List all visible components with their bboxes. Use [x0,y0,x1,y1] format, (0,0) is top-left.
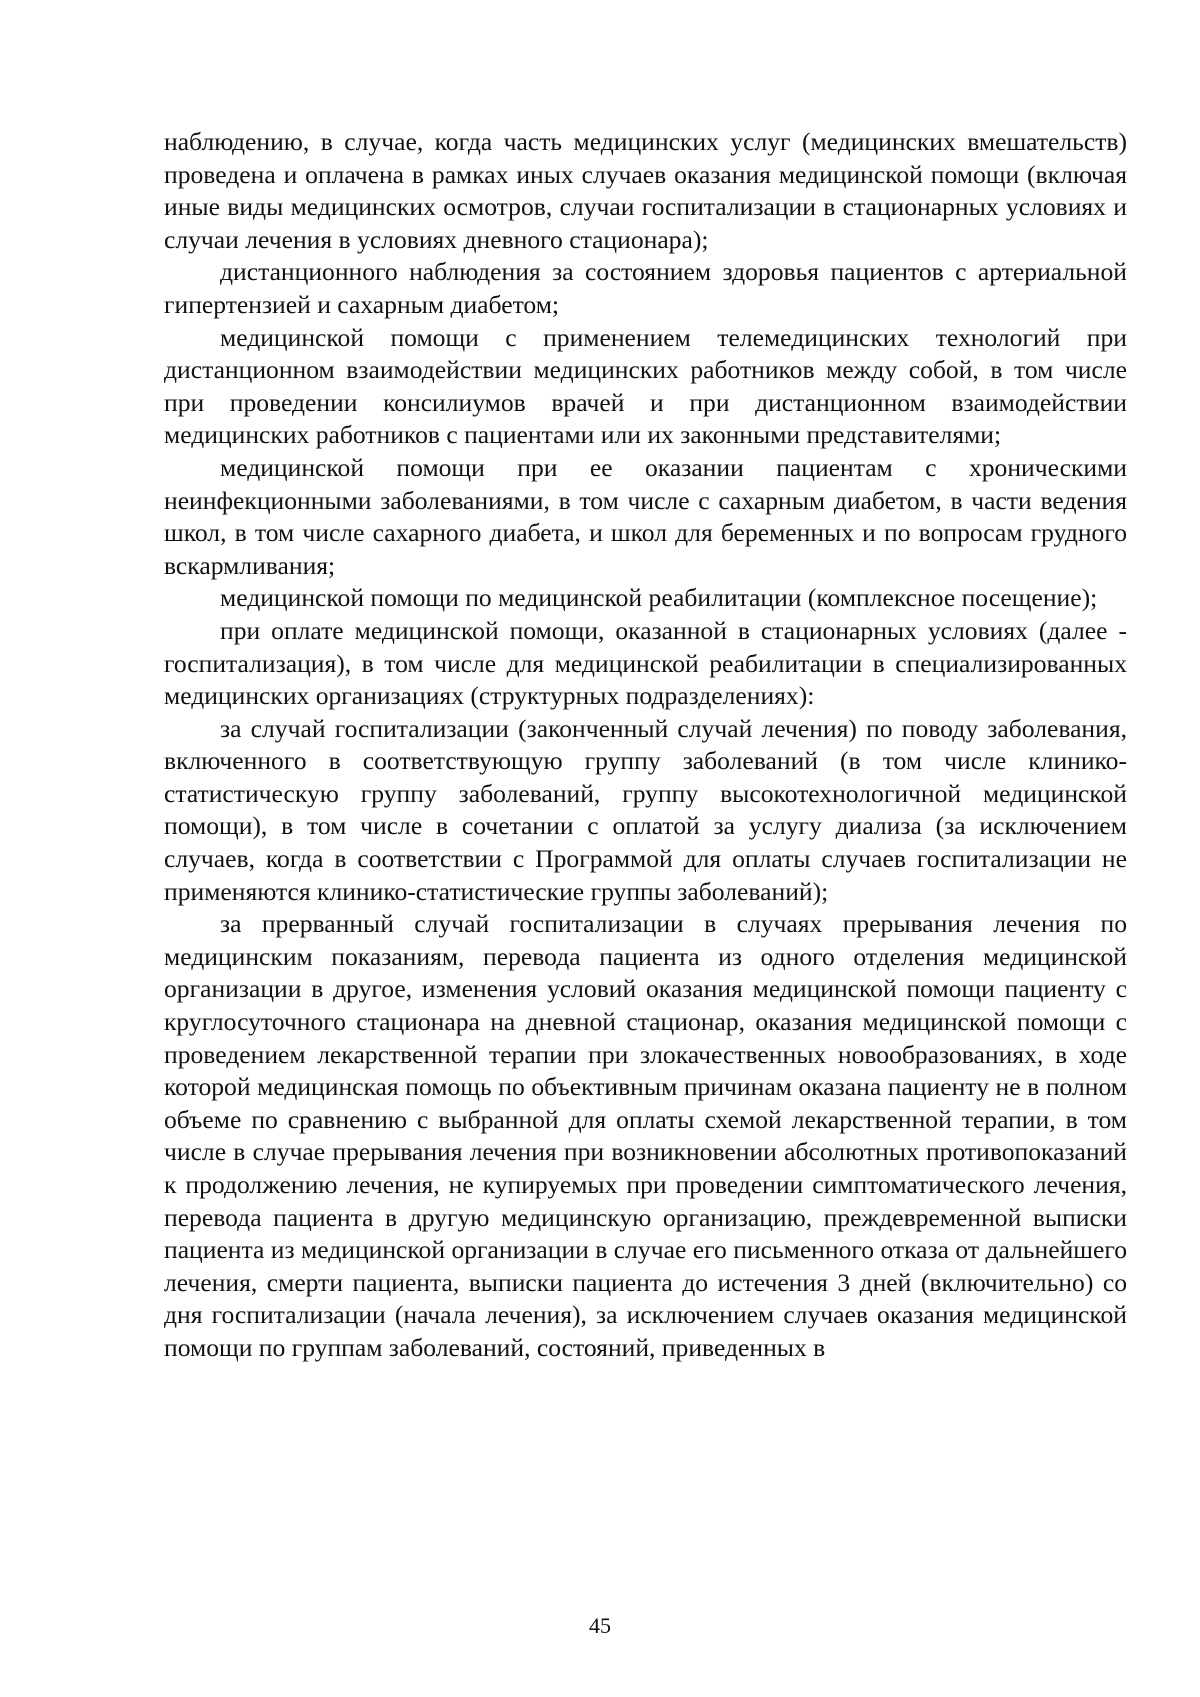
paragraph-interrupted-case: за прерванный случай госпитализации в случаях прерывания лечения по медицинским показаниям, перевода пациента из одного отделения медицинской организации в другое, изменения условий оказания медицинской помощи пациенту с круглосуточного стационара на дневной стационар, оказания медицинской помощи с проведением лекарственной терапии при злокачественных новообразованиях, в ходе которой медицинская помощь по объективным причинам оказана пациенту не в полном объеме по сравнению с выбранной для оплаты схемой лекарственной терапии, в том числе в случае прерывания лечения при возникновении абсолютных противопоказаний к продолжению лечения, не купируемых при проведении симптоматического лечения, перевода пациента в другую медицинскую организацию, преждевременной выписки пациента из медицинской организации в случае его письменного отказа от дальнейшего лечения, смерти пациента, выписки пациента до истечения 3 дней (включительно) со дня госпитализации (начала лечения), за исключением случаев оказания медицинской помощи по группам заболеваний, состояний, приведенных в [164,909,1127,1362]
paragraph-telemedicine: медицинской помощи с применением телемедицинских технологий при дистанционном взаимодействии медицинских работников между собой, в том числе при проведении консилиумов врачей и при дистанционном взаимодействии медицинских работников с пациентами или их законными представителями; [164,322,1127,450]
paragraph-continuation: наблюдению, в случае, когда часть медицинских услуг (медицинских вмешательств) проведена и оплачена в рамках иных случаев оказания медицинской помощи (включая иные виды медицинских осмотров, случаи госпитализации в стационарных условиях и случаи лечения в условиях дневного стационара); [164,127,1127,254]
paragraph-completed-case: за случай госпитализации (законченный случай лечения) по поводу заболевания, включенного в соответствующую группу заболеваний (в том числе клинико-статистическую группу заболеваний, группу высокотехнологичной медицинской помощи), в том числе в сочетании с оплатой за услугу диализа (за исключением случаев, когда в соответствии с Программой для оплаты случаев госпитализации не применяются клинико-статистические группы заболеваний); [164,713,1127,906]
paragraph-inpatient-payment: при оплате медицинской помощи, оказанной в стационарных условиях (далее - госпитализация), в том числе для медицинской реабилитации в специализированных медицинских организациях (структурных подразделениях): [164,615,1127,711]
document-body [164,126,1127,1365]
paragraph-remote-monitoring: дистанционного наблюдения за состоянием здоровья пациентов с артериальной гипертензией и сахарным диабетом; [164,257,1127,319]
page-number: 45 [589,1613,611,1638]
paragraph-rehabilitation: медицинской помощи по медицинской реабилитации (комплексное посещение); [220,583,1098,613]
paragraph-chronic-diseases: медицинской помощи при ее оказании пациентам с хроническими неинфекционными заболеваниями, в том числе с сахарным диабетом, в части ведения школ, в том числе сахарного диабета, и школ для беременных и по вопросам грудного вскармливания; [164,452,1127,580]
